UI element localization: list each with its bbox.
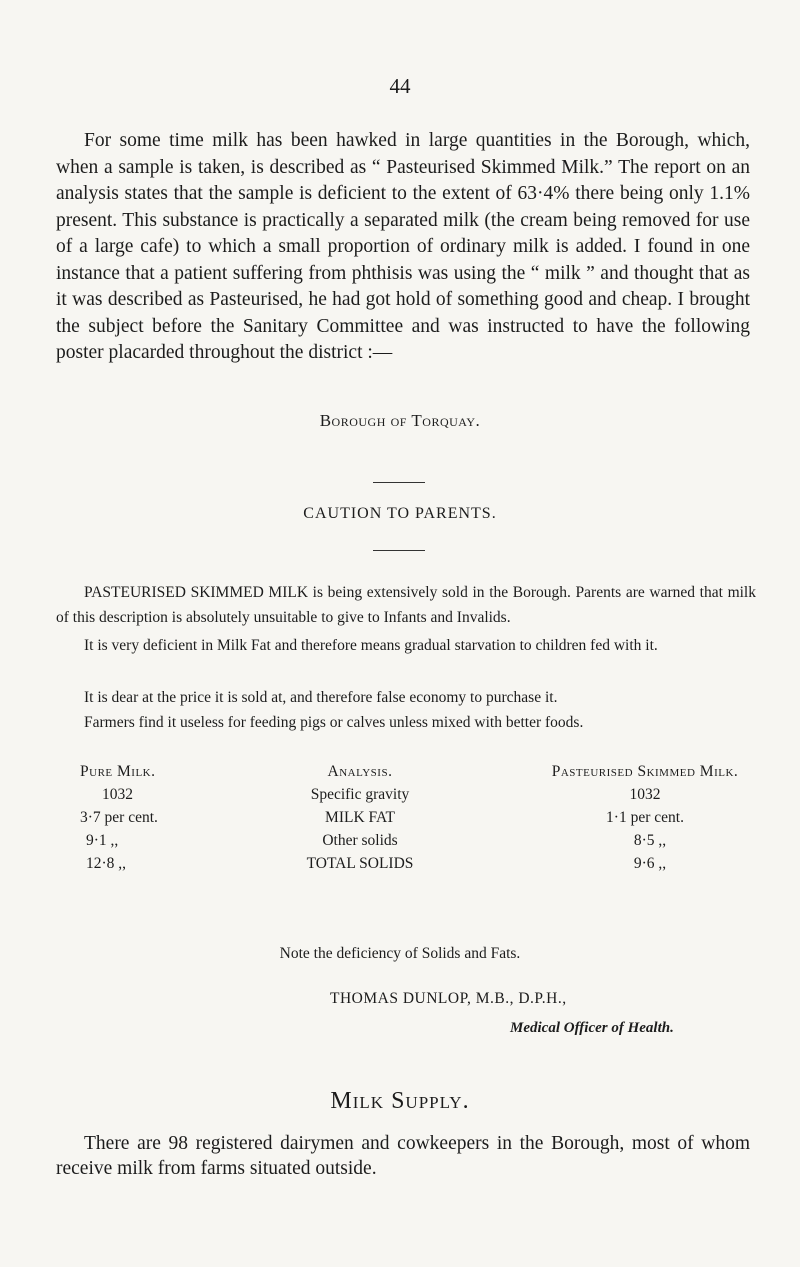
table-cell: 1032 xyxy=(629,786,661,803)
table-cell: 1032 xyxy=(102,786,133,803)
table-cell: 8·5 ,, xyxy=(633,832,667,849)
table-cell: 3·7 per cent. xyxy=(80,809,158,826)
intro-paragraph: For some time milk has been hawked in large quantities in the Borough, which, when a sample is taken, is described as “ Pasteurised Skimmed Milk.” The report on an analysis states that the sample is deficient to the extent of 63·4% there being only 1.1% present. This substance is practically a separated milk (the cream being removed for use of a large cafe) to which a small proportion of ordinary milk is added. I found in one instance that a patient suffering from phthisis was using the “ milk ” and thought that as it was described as Pasteurised, he had got hold of something good and cheap. I brought the subject before the Sanitary Committee and was instructed to have the following poster placarded throughout the district :— xyxy=(56,130,750,363)
signature-name: THOMAS DUNLOP, M.B., D.P.H., xyxy=(330,990,567,1007)
poster-paragraph: Farmers find it useless for feeding pigs or calves unless mixed with better foods. xyxy=(84,714,584,731)
table-cell: 12·8 ,, xyxy=(86,855,127,872)
section-heading: Milk Supply. xyxy=(330,1088,470,1114)
poster-paragraph: PASTEURISED SKIMMED MILK is being extensively sold in the Borough. Parents are warned that milk of this description is absolutely unsuitable to give to Infants and Invalids. xyxy=(56,584,756,626)
table-cell: 1·1 per cent. xyxy=(606,809,684,826)
poster-note: Note the deficiency of Solids and Fats. xyxy=(279,945,521,962)
table-header: Analysis. xyxy=(327,763,393,780)
pasteurised-column xyxy=(510,760,780,875)
divider-rule xyxy=(373,550,425,551)
signature-title: Medical Officer of Health. xyxy=(510,1020,674,1036)
poster-paragraph: It is dear at the price it is sold at, and therefore false economy to purchase it. xyxy=(84,689,558,706)
section-paragraph: There are 98 registered dairymen and cowkeepers in the Borough, most of whom receive milk from farms situated outside. xyxy=(56,1133,750,1179)
table-cell: Specific gravity xyxy=(310,786,410,803)
table-cell: MILK FAT xyxy=(325,809,395,826)
table-header: Pasteurised Skimmed Milk. xyxy=(551,763,739,780)
table-cell: 9·1 ,, xyxy=(86,832,119,849)
table-cell: TOTAL SOLIDS xyxy=(306,855,414,872)
divider-rule xyxy=(373,482,425,483)
poster-borough-heading: Borough of Torquay. xyxy=(319,411,481,430)
pure-milk-column xyxy=(80,760,230,875)
analysis-column xyxy=(260,760,460,875)
table-cell: Other solids xyxy=(322,832,398,849)
table-cell: 9·6 ,, xyxy=(633,855,667,872)
poster-caution-heading: CAUTION TO PARENTS. xyxy=(303,505,497,522)
table-header: Pure Milk. xyxy=(80,763,156,780)
poster-paragraph: It is very deficient in Milk Fat and therefore means gradual starvation to children fed with it. xyxy=(84,637,658,654)
page-number: 44 xyxy=(389,74,411,98)
